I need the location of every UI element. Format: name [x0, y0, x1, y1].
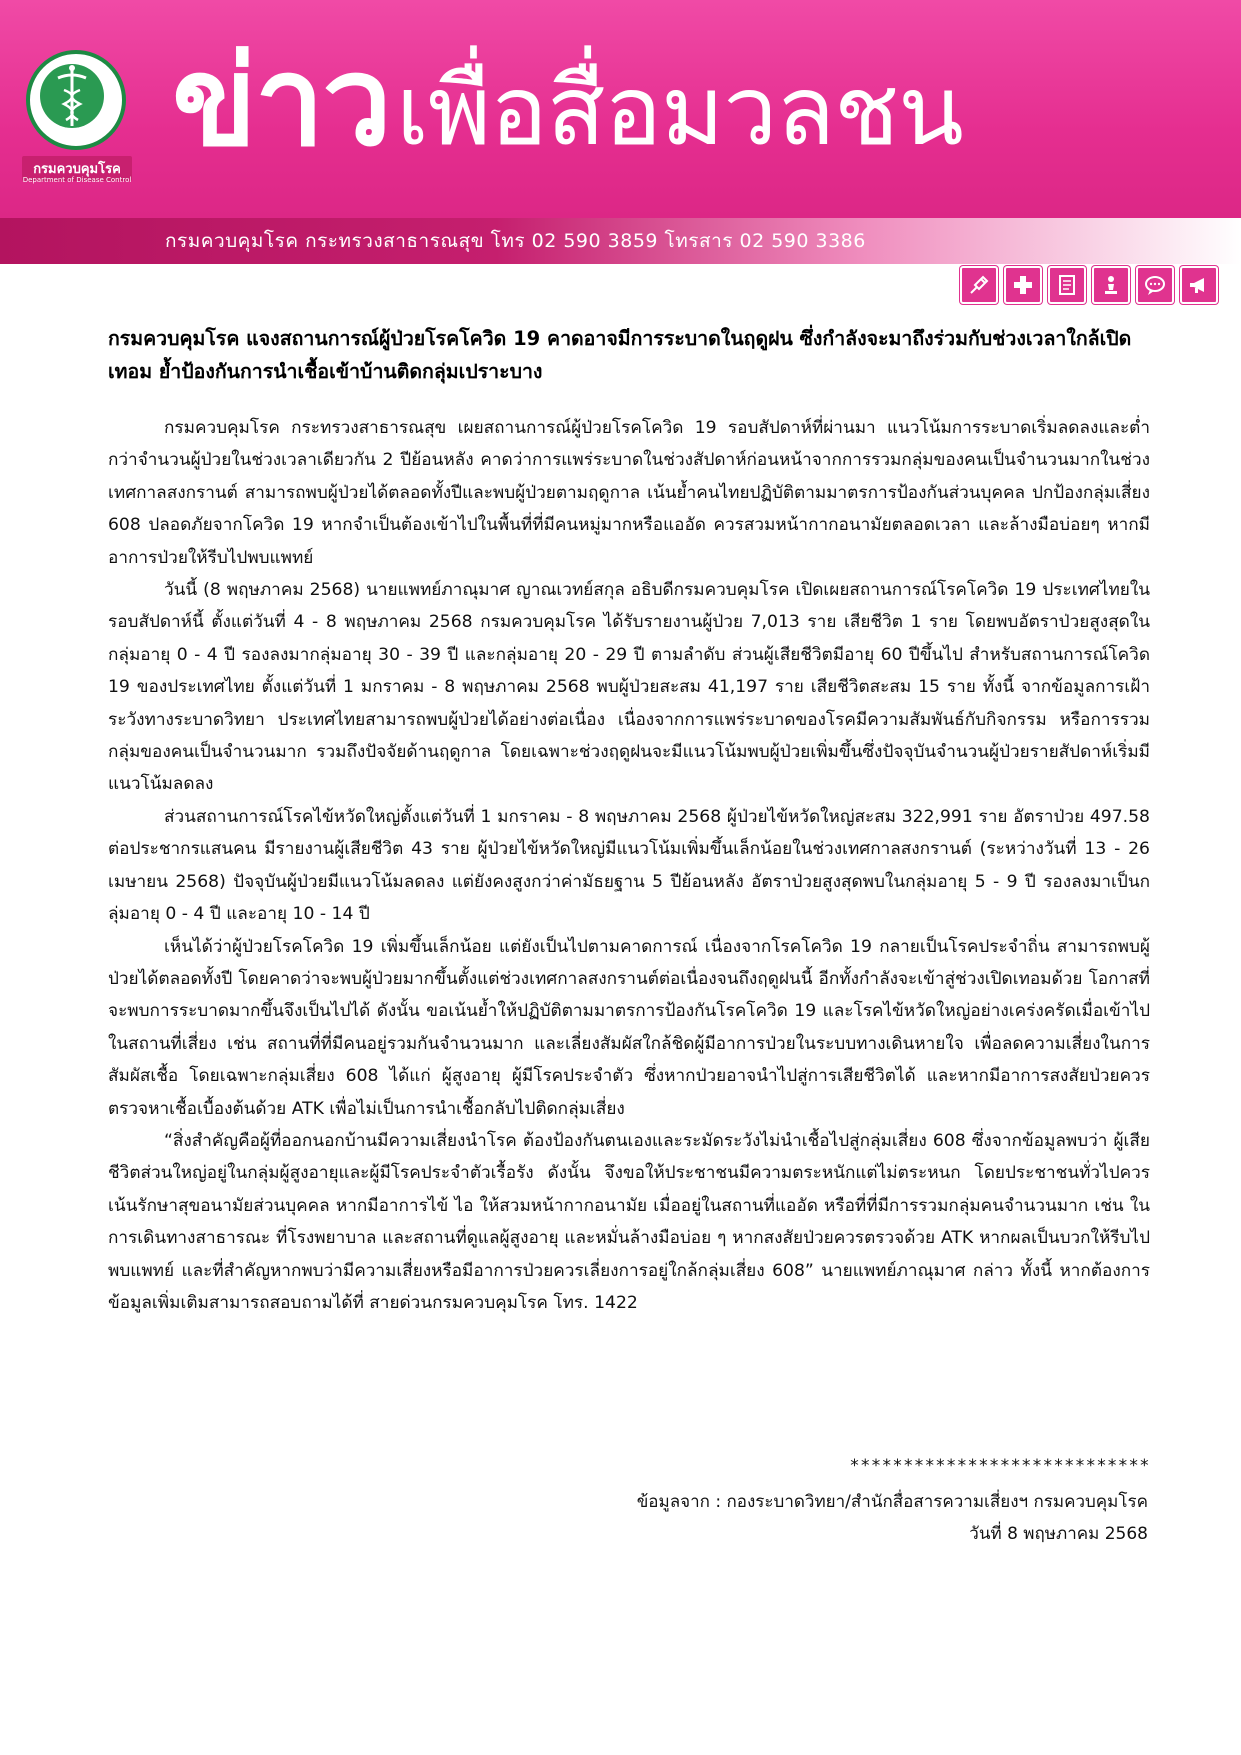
ministry-logo	[22, 50, 132, 190]
syringe-icon[interactable]	[960, 266, 998, 304]
logo-subtext: Department of Disease Control	[22, 176, 132, 184]
medical-cross-icon[interactable]	[1004, 266, 1042, 304]
masthead	[172, 30, 963, 174]
speech-bubble-icon[interactable]	[1136, 266, 1174, 304]
caduceus-icon	[22, 50, 122, 150]
paragraph: กรมควบคุมโรค กระทรวงสาธารณสุข เผยสถานการณ์ผู้ป่วยโรคโควิด 19 รอบสัปดาห์ที่ผ่านมา แนวโน้มการระบาดเริ่มลดลงและต่ำกว่าจำนวนผู้ป่วยในช่วงเวลาเดียวกัน 2 ปีย้อนหลัง คาดว่าการแพร่ระบาดในช่วงสัปดาห์ก่อนหน้าจากการรวมกลุ่มของคนเป็นจำนวนมากในช่วงเทศกาลสงกรานต์ สามารถพบผู้ป่วยได้ตลอดทั้งปีและพบผู้ป่วยตามฤดูกาล เน้นย้ำคนไทยปฏิบัติตามมาตรการป้องกันส่วนบุคคล ปกป้องกลุ่มเสี่ยง 608 ปลอดภัยจากโควิด 19 หากจำเป็นต้องเข้าไปในพื้นที่ที่มีคนหมู่มากหรือแออัด ควรสวมหน้ากากอนามัยตลอดเวลา และล้างมือบ่อยๆ หากมีอาการป่วยให้รีบไปพบแพทย์	[108, 418, 1150, 568]
headline: กรมควบคุมโรค แจงสถานการณ์ผู้ป่วยโรคโควิด 19 คาดอาจมีการระบาดในฤดูฝน ซึ่งกำลังจะมาถึงร่วมกับช่วงเวลาใกล้เปิดเทอม ย้ำป้องกันการนำเชื้อเข้าบ้านติดกลุ่มเปราะบาง	[108, 327, 1132, 383]
paragraph: วันนี้ (8 พฤษภาคม 2568) นายแพทย์ภาณุมาศ ญาณเวทย์สกุล อธิบดีกรมควบคุมโรค เปิดเผยสถานการณ์โรคโควิด 19 ประเทศไทยในรอบสัปดาห์นี้ ตั้งแต่วันที่ 4 - 8 พฤษภาคม 2568 กรมควบคุมโรค ได้รับรายงานผู้ป่วย 7,013 ราย เสียชีวิต 1 ราย โดยพบอัตราป่วยสูงสุดในกลุ่มอายุ 0 - 4 ปี รองลงมากลุ่มอายุ 30 - 39 ปี และกลุ่มอายุ 20 - 29 ปี ตามลำดับ ส่วนผู้เสียชีวิตมีอายุ 60 ปีขึ้นไป สำหรับสถานการณ์โควิด 19 ของประเทศไทย ตั้งแต่วันที่ 1 มกราคม - 8 พฤษภาคม 2568 พบผู้ป่วยสะสม 41,197 ราย เสียชีวิตสะสม 15 ราย ทั้งนี้ จากข้อมูลการเฝ้าระวังทางระบาดวิทยา ประเทศไทยสามารถพบผู้ป่วยได้อย่างต่อเนื่อง เนื่องจากการแพร่ระบาดของโรคมีความสัมพันธ์กับกิจกรรม หรือการรวมกลุ่มของคนเป็นจำนวนมาก รวมถึงปัจจัยด้านฤดูกาล โดยเฉพาะช่วงฤดูฝนจะมีแนวโน้มพบผู้ป่วยเพิ่มขึ้นซึ่งปัจจุบันจำนวนผู้ป่วยรายสัปดาห์เริ่มมีแนวโน้มลดลง	[108, 580, 1150, 795]
paragraph: ส่วนสถานการณ์โรคไข้หวัดใหญ่ตั้งแต่วันที่ 1 มกราคม - 8 พฤษภาคม 2568 ผู้ป่วยไข้หวัดใหญ่สะสม 322,991 ราย อัตราป่วย 497.58 ต่อประชากรแสนคน มีรายงานผู้เสียชีวิต 43 ราย ผู้ป่วยไข้หวัดใหญ่มีแนวโน้มเพิ่มขึ้นเล็กน้อยในช่วงเทศกาลสงกรานต์ (ระหว่างวันที่ 13 - 26 เมษายน 2568) ปัจจุบันผู้ป่วยมีแนวโน้มลดลง แต่ยังคงสูงกว่าค่ามัธยฐาน 5 ปีย้อนหลัง อัตราป่วยสูงสุดพบในกลุ่มอายุ 5 - 9 ปี รองลงมาเป็นกลุ่มอายุ 0 - 4 ปี และอายุ 10 - 14 ปี	[108, 806, 1150, 925]
category-icons	[960, 266, 1218, 302]
paragraph: เห็นได้ว่าผู้ป่วยโรคโควิด 19 เพิ่มขึ้นเล็กน้อย แต่ยังเป็นไปตามคาดการณ์ เนื่องจากโรคโควิด 19 กลายเป็นโรคประจำถิ่น สามารถพบผู้ป่วยได้ตลอดทั้งปี โดยคาดว่าจะพบผู้ป่วยมากขึ้นตั้งแต่ช่วงเทศกาลสงกรานต์ต่อเนื่องจนถึงฤดูฝนนี้ อีกทั้งกำลังจะเข้าสู่ช่วงเปิดเทอมด้วย โอกาสที่จะพบการระบาดมากขึ้นจึงเป็นไปได้ ดังนั้น ขอเน้นย้ำให้ปฏิบัติตามมาตรการป้องกันโรคโควิด 19 และโรคไข้หวัดใหญ่อย่างเคร่งครัดเมื่อเข้าไปในสถานที่เสี่ยง เช่น สถานที่ที่มีคนอยู่รวมกันจำนวนมาก และเลี่ยงสัมผัสใกล้ชิดผู้มีอาการป่วยในระบบทางเดินหายใจ เพื่อลดความเสี่ยงในการสัมผัสเชื้อ โดยเฉพาะกลุ่มเสี่ยง 608 ได้แก่ ผู้สูงอายุ ผู้มีโรคประจำตัว ซึ่งหากป่วยอาจนำไปสู่การเสียชีวิตได้ และหากมีอาการสงสัยป่วยควรตรวจหาเชื้อเบื้องต้นด้วย ATK เพื่อไม่เป็นการนำเชื้อกลับไปติดกลุ่มเสี่ยง	[108, 936, 1150, 1119]
source-credit: ข้อมูลจาก : กองระบาดวิทยา/สำนักสื่อสารความเสี่ยงฯ กรมควบคุมโรค	[636, 1492, 1148, 1512]
separator-stars: ****************************	[849, 1456, 1150, 1476]
masthead-big: ข่าว	[172, 30, 391, 174]
masthead-small: เพื่อสื่อมวลชน	[396, 55, 963, 167]
release-date: วันที่ 8 พฤษภาคม 2568	[969, 1524, 1148, 1544]
logo-name: กรมควบคุมโรค	[22, 156, 132, 181]
paragraph: “สิ่งสำคัญคือผู้ที่ออกนอกบ้านมีความเสี่ยงนำโรค ต้องป้องกันตนเองและระมัดระวังไม่นำเชื้อไปสู่กลุ่มเสี่ยง 608 ซึ่งจากข้อมูลพบว่า ผู้เสียชีวิตส่วนใหญ่อยู่ในกลุ่มผู้สูงอายุและผู้มีโรคประจำตัวเรื้อรัง ดังนั้น จึงขอให้ประชาชนมีความตระหนักแต่ไม่ตระหนก โดยประชาชนทั่วไปควรเน้นรักษาสุขอนามัยส่วนบุคคล หากมีอาการไข้ ไอ ให้สวมหน้ากากอนามัย เมื่ออยู่ในสถานที่แออัด หรือที่ที่มีการรวมกลุ่มคนจำนวนมาก เช่น ในการเดินทางสาธารณะ ที่โรงพยาบาล และสถานที่ดูแลผู้สูงอายุ และหมั่นล้างมือบ่อย ๆ หากสงสัยป่วยควรตรวจด้วย ATK หากผลเป็นบวกให้รีบไปพบแพทย์ และที่สำคัญหากพบว่ามีความเสี่ยงหรือมีอาการป่วยควรเลี่ยงการอยู่ใกล้กลุ่มเสี่ยง 608” นายแพทย์ภาณุมาศ กล่าว ทั้งนี้ หากต้องการข้อมูลเพิ่มเติมสามารถสอบถามได้ที่ สายด่วนกรมควบคุมโรค โทร. 1422	[108, 1130, 1150, 1313]
header-subtitle: กรมควบคุมโรค กระทรวงสาธารณสุข โทร 02 590 3859 โทรสาร 02 590 3386	[165, 230, 866, 252]
pawn-icon[interactable]	[1092, 266, 1130, 304]
megaphone-icon[interactable]	[1180, 266, 1218, 304]
article-body	[108, 412, 1150, 1319]
document-icon[interactable]	[1048, 266, 1086, 304]
